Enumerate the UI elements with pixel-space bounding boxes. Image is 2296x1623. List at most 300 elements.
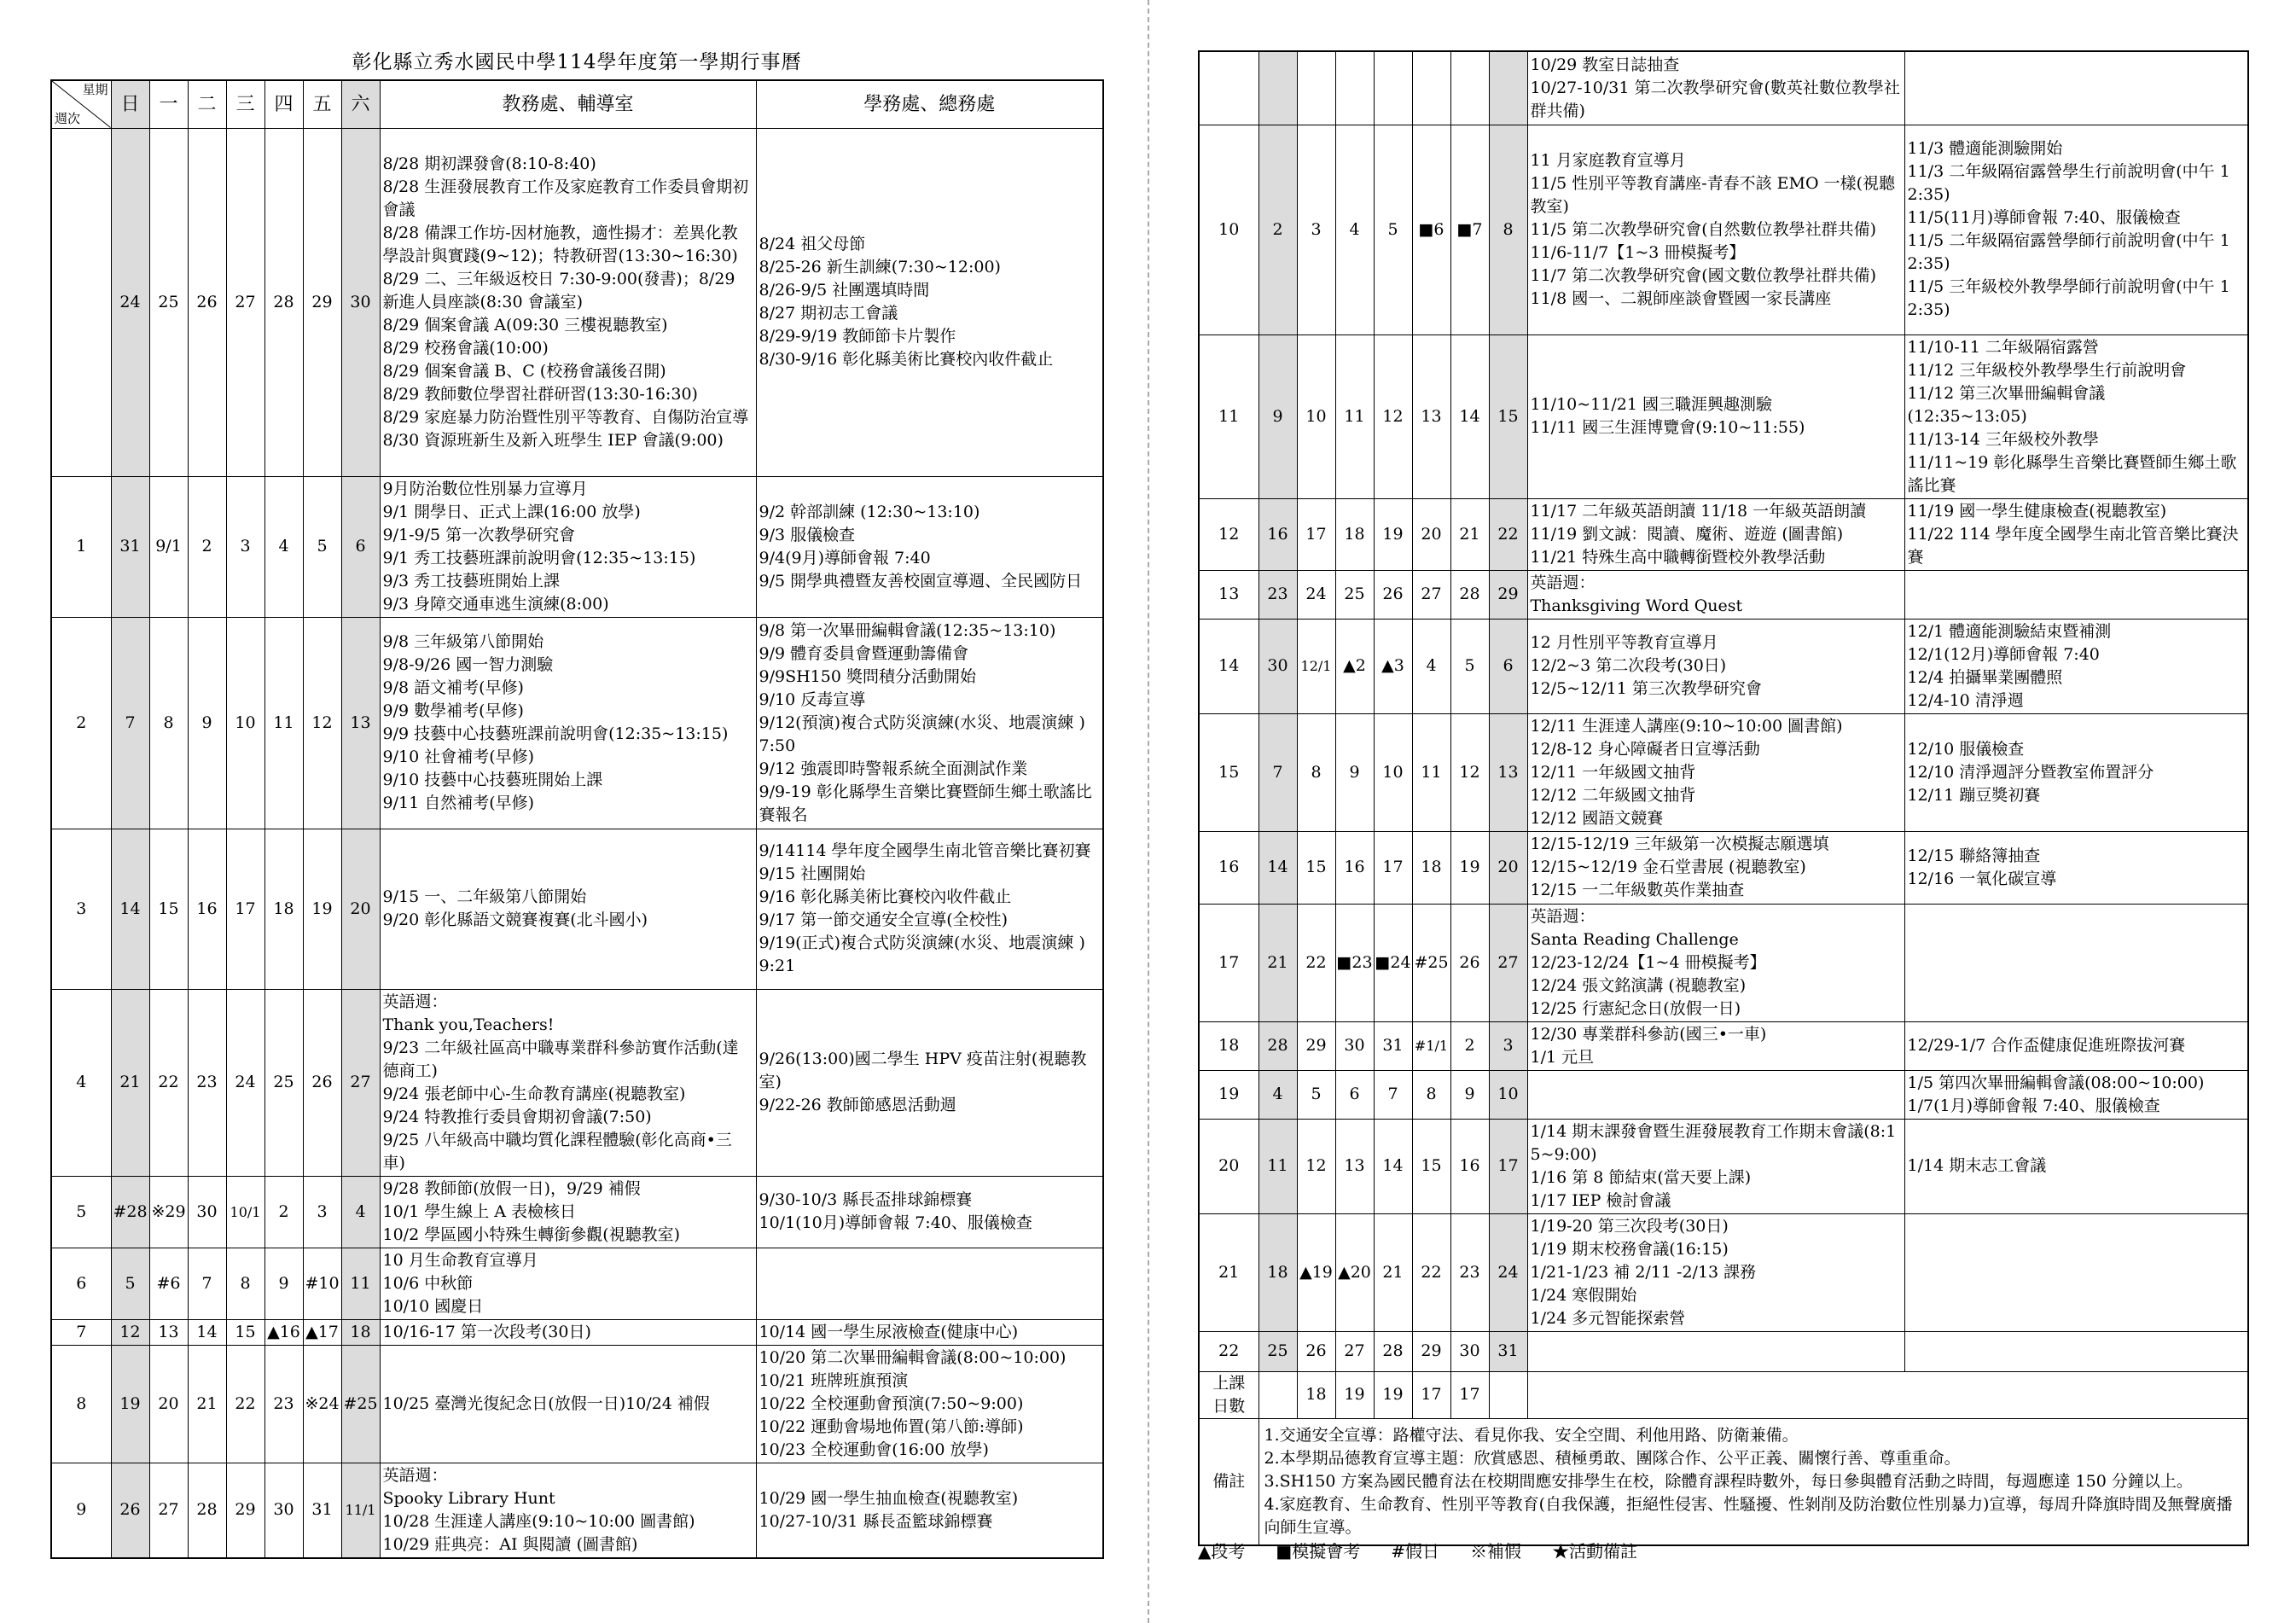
- day-cell-thu: 23: [264, 1345, 303, 1463]
- remarks-label: 備註: [1199, 1418, 1258, 1545]
- day-cell-fri: 23: [1450, 1213, 1489, 1331]
- day-cell-wed: 17: [1374, 831, 1412, 904]
- day-cell-tue: 16: [188, 829, 226, 989]
- day-cell-wed: 10/1: [226, 1176, 264, 1248]
- academic-events: 9/28 教師節(放假一日)，9/29 補假 10/1 學生線上 A 表檢核日 10/2 學區國小特殊生轉銜參觀(視聽教室): [380, 1176, 756, 1248]
- day-cell-fri: 2: [1450, 1021, 1489, 1070]
- week-number: 1: [51, 476, 111, 617]
- header-day-mon: 一: [149, 80, 188, 128]
- academic-events: 12/30 專業群科參訪(國三•一車) 1/1 元旦: [1527, 1021, 1904, 1070]
- student-events: [1904, 1331, 2248, 1371]
- student-events: 10/29 國一學生抽血檢查(視聽教室) 10/27-10/31 縣長盃籃球錦標賽: [756, 1463, 1103, 1558]
- day-cell-sun: 24: [111, 128, 149, 476]
- day-cell-tue: 18: [1335, 498, 1374, 570]
- header-row: [51, 80, 1103, 128]
- day-cell-sun: 14: [1258, 831, 1297, 904]
- school-days-count: [1489, 1371, 1527, 1418]
- academic-events: 12 月性別平等教育宣導月 12/2~3 第二次段考(30日) 12/5~12/11 第三次教學研究會: [1527, 619, 1904, 713]
- remarks-content: [1258, 1418, 2248, 1545]
- week-number: 6: [51, 1248, 111, 1319]
- day-cell-sat: 20: [341, 829, 380, 989]
- day-cell-thu: 13: [1412, 334, 1450, 498]
- legend-exam: ▲段考: [1198, 1541, 1246, 1562]
- student-events: 12/1 體適能測驗結束暨補測 12/1(12月)導師會報 7:40 12/4 拍攝畢業團體照 12/4-10 清淨週: [1904, 619, 2248, 713]
- day-cell-thu: 2: [264, 1176, 303, 1248]
- day-cell-wed: 19: [1374, 498, 1412, 570]
- day-cell-wed: 21: [1374, 1213, 1412, 1331]
- day-cell-sun: 28: [1258, 1021, 1297, 1070]
- day-cell-tue: 28: [188, 1463, 226, 1558]
- day-cell-sat: 29: [1489, 570, 1527, 619]
- day-cell-tue: 9: [1335, 713, 1374, 831]
- day-cell-sun: 21: [111, 989, 149, 1176]
- day-cell-sat: 17: [1489, 1119, 1527, 1213]
- day-cell-fri: 30: [1450, 1331, 1489, 1371]
- academic-events: 英語週： Thanksgiving Word Quest: [1527, 570, 1904, 619]
- day-cell-sat: #25: [341, 1345, 380, 1463]
- student-events: 11/10-11 二年級隔宿露營 11/12 三年級校外教學學生行前說明會 11/12 第三次畢冊編輯會議 (12:35~13:05) 11/13-14 三年級校外教學 11/11~19 彰化縣學生音樂比賽暨師生鄉土歌謠比賽: [1904, 334, 2248, 498]
- day-cell-wed: 24: [226, 989, 264, 1176]
- student-events: 9/26(13:00)國二學生 HPV 疫苗注射(視聽教室) 9/22-26 教師節感恩活動週: [756, 989, 1103, 1176]
- week-number: 18: [1199, 1021, 1258, 1070]
- day-cell-tue: 23: [188, 989, 226, 1176]
- day-cell-mon: #6: [149, 1248, 188, 1319]
- day-cell-tue: 16: [1335, 831, 1374, 904]
- day-cell-tue: 7: [188, 1248, 226, 1319]
- day-cell-fri: 21: [1450, 498, 1489, 570]
- week-number: 22: [1199, 1331, 1258, 1371]
- day-cell-tue: 21: [188, 1345, 226, 1463]
- academic-events: 11/17 二年級英語朗讀 11/18 一年級英語朗讀 11/19 劉文誠：閱讀、魔術、遊遊 (圖書館) 11/21 特殊生高中職轉銜暨校外教學活動: [1527, 498, 1904, 570]
- day-cell-sun: 14: [111, 829, 149, 989]
- day-cell-tue: 27: [1335, 1331, 1374, 1371]
- day-cell-sun: 7: [1258, 713, 1297, 831]
- legend-makeup: ※補假: [1470, 1541, 1522, 1562]
- day-cell-sat: 18: [341, 1319, 380, 1345]
- header-academic-col: 教務處、輔導室: [380, 80, 756, 128]
- day-cell-thu: 15: [1412, 1119, 1450, 1213]
- header-day-fri: 五: [303, 80, 341, 128]
- day-cell-fri: 9: [1450, 1070, 1489, 1119]
- student-events: [756, 1248, 1103, 1319]
- school-days-count: 19: [1335, 1371, 1374, 1418]
- week-row: [51, 476, 1103, 617]
- week-row: [1199, 570, 2248, 619]
- day-cell-tue: ■23: [1335, 904, 1374, 1021]
- day-cell-wed: 8: [226, 1248, 264, 1319]
- day-cell-sat: 15: [1489, 334, 1527, 498]
- week-row: [51, 1345, 1103, 1463]
- day-cell-sun: 5: [111, 1248, 149, 1319]
- week-row: [1199, 498, 2248, 570]
- week-row: [1199, 904, 2248, 1021]
- week-number: 8: [51, 1345, 111, 1463]
- day-cell-tue: 11: [1335, 334, 1374, 498]
- day-cell-fri: 29: [303, 128, 341, 476]
- day-cell-thu: 8: [1412, 1070, 1450, 1119]
- day-cell-sat: 24: [1489, 1213, 1527, 1331]
- day-cell-wed: 12: [1374, 334, 1412, 498]
- day-cell-wed: 10: [1374, 713, 1412, 831]
- week-number: 15: [1199, 713, 1258, 831]
- student-events: 12/15 聯絡簿抽查 12/16 一氧化碳宣導: [1904, 831, 2248, 904]
- day-cell-sun: 26: [111, 1463, 149, 1558]
- day-cell-fri: #10: [303, 1248, 341, 1319]
- day-cell-thu: ■6: [1412, 125, 1450, 334]
- week-number: 13: [1199, 570, 1258, 619]
- day-cell-sun: 31: [111, 476, 149, 617]
- academic-events: [1527, 1070, 1904, 1119]
- day-cell-fri: ■7: [1450, 125, 1489, 334]
- header-day-wed: 三: [226, 80, 264, 128]
- week-row: [1199, 125, 2248, 334]
- week-number: 11: [1199, 334, 1258, 498]
- week-row: [51, 1319, 1103, 1345]
- day-cell-sat: 22: [1489, 498, 1527, 570]
- day-cell-tue: [1335, 51, 1374, 125]
- day-cell-fri: ▲17: [303, 1319, 341, 1345]
- day-cell-mon: 27: [149, 1463, 188, 1558]
- week-row: [1199, 1331, 2248, 1371]
- day-cell-sun: 19: [111, 1345, 149, 1463]
- day-cell-fri: 12: [303, 617, 341, 829]
- day-cell-thu: 28: [264, 128, 303, 476]
- week-row: [1199, 1021, 2248, 1070]
- day-cell-thu: 22: [1412, 1213, 1450, 1331]
- day-cell-tue: 6: [1335, 1070, 1374, 1119]
- school-days-label: 上課 日數: [1199, 1371, 1258, 1418]
- header-student-col: 學務處、總務處: [756, 80, 1103, 128]
- day-cell-mon: 8: [149, 617, 188, 829]
- academic-events: 10/29 教室日誌抽查 10/27-10/31 第二次教學研究會(數英社數位教學社群共備): [1527, 51, 1904, 125]
- legend-mock-exam: ■模擬會考: [1276, 1541, 1361, 1562]
- header-day-tue: 二: [188, 80, 226, 128]
- day-cell-fri: 16: [1450, 1119, 1489, 1213]
- day-cell-wed: 10: [226, 617, 264, 829]
- academic-events: 9/8 三年級第八節開始 9/8-9/26 國一智力測驗 9/8 語文補考(早修) 9/9 數學補考(早修) 9/9 技藝中心技藝班課前說明會(12:35~13:15) 9/10 社會補考(早修) 9/10 技藝中心技藝班開始上課 9/11 自然補考(早修): [380, 617, 756, 829]
- day-cell-mon: 15: [1297, 831, 1335, 904]
- day-cell-mon: 13: [149, 1319, 188, 1345]
- day-cell-mon: 3: [1297, 125, 1335, 334]
- student-events: 1/14 期末志工會議: [1904, 1119, 2248, 1213]
- week-row: [51, 1176, 1103, 1248]
- week-row: [1199, 1213, 2248, 1331]
- week-number: [1199, 51, 1258, 125]
- day-cell-mon: 17: [1297, 498, 1335, 570]
- remark-item: 2.本學期品德教育宣導主題：欣賞感恩、積極勇敢、團隊合作、公平正義、關懷行善、尊重重命。: [1264, 1448, 1961, 1468]
- student-events: [1904, 1213, 2248, 1331]
- day-cell-sat: 6: [1489, 619, 1527, 713]
- week-row: [1199, 1119, 2248, 1213]
- day-cell-wed: 26: [1374, 570, 1412, 619]
- day-cell-thu: 29: [1412, 1331, 1450, 1371]
- week-number: 3: [51, 829, 111, 989]
- day-cell-sat: [1489, 51, 1527, 125]
- day-cell-fri: 12: [1450, 713, 1489, 831]
- school-days-count: [1258, 1371, 1297, 1418]
- week-number: 12: [1199, 498, 1258, 570]
- day-cell-sat: 3: [1489, 1021, 1527, 1070]
- academic-events: 12/11 生涯達人講座(9:10~10:00 圖書館) 12/8-12 身心障礙者日宣導活動 12/11 一年級國文抽背 12/12 二年級國文抽背 12/12 國語文競賽: [1527, 713, 1904, 831]
- day-cell-sat: 30: [341, 128, 380, 476]
- day-cell-fri: ※24: [303, 1345, 341, 1463]
- day-cell-sat: 11/1: [341, 1463, 380, 1558]
- academic-events: [1527, 1331, 1904, 1371]
- day-cell-thu: 9: [264, 1248, 303, 1319]
- day-cell-wed: 31: [1374, 1021, 1412, 1070]
- day-cell-fri: [1450, 51, 1489, 125]
- student-events: 11/19 國一學生健康檢查(視聽教室) 11/22 114 學年度全國學生南北管音樂比賽決賽: [1904, 498, 2248, 570]
- day-cell-tue: ▲20: [1335, 1213, 1374, 1331]
- day-cell-thu: 11: [1412, 713, 1450, 831]
- day-cell-sun: 18: [1258, 1213, 1297, 1331]
- school-days-count: 19: [1374, 1371, 1412, 1418]
- remark-item: 1.交通安全宣導：路權守法、看見你我、安全空間、利他用路、防衛兼備。: [1264, 1425, 1799, 1445]
- academic-events: 11 月家庭教育宣導月 11/5 性別平等教育講座-青春不該 EMO 一樣(視聽教室) 11/5 第二次教學研究會(自然數位教學社群共備) 11/6-11/7【1~3 冊模擬考】 11/7 第二次教學研究會(國文數位教學社群共備) 11/8 國一、二親師座談會暨國一家長講座: [1527, 125, 1904, 334]
- day-cell-sun: 7: [111, 617, 149, 829]
- week-row: [1199, 51, 2248, 125]
- day-cell-mon: 9/1: [149, 476, 188, 617]
- day-cell-thu: 11: [264, 617, 303, 829]
- academic-events: 8/28 期初課發會(8:10-8:40) 8/28 生涯發展教育工作及家庭教育工作委員會期初會議 8/28 備課工作坊-因材施教，適性揚才：差異化教學設計與實踐(9~12)；特教研習(13:30~16:30) 8/29 二、三年級返校日 7:30-9:00(發書)；8/29 新進人員座談(8:30 會議室) 8/29 個案會議 A(09:30 三樓視聽教室) 8/29 校務會議(10:00) 8/29 個案會議 B、C (校務會議後召開) 8/29 教師數位學習社群研習(13:30-16:30) 8/29 家庭暴力防治暨性別平等教育、自傷防治宣導 8/30 資源班新生及新入班學生 IEP 會議(9:00): [380, 128, 756, 476]
- day-cell-thu: [1412, 51, 1450, 125]
- day-cell-wed: 3: [226, 476, 264, 617]
- week-row: [1199, 619, 2248, 713]
- week-number: 4: [51, 989, 111, 1176]
- day-cell-mon: [1297, 51, 1335, 125]
- day-cell-sun: 4: [1258, 1070, 1297, 1119]
- student-events: 10/14 國一學生尿液檢查(健康中心): [756, 1319, 1103, 1345]
- week-number: [51, 128, 111, 476]
- day-cell-fri: 28: [1450, 570, 1489, 619]
- week-number: 5: [51, 1176, 111, 1248]
- day-cell-sun: 23: [1258, 570, 1297, 619]
- day-cell-tue: 30: [1335, 1021, 1374, 1070]
- day-cell-tue: 9: [188, 617, 226, 829]
- student-events: 12/29-1/7 合作盃健康促進班際拔河賽: [1904, 1021, 2248, 1070]
- day-cell-fri: 31: [303, 1463, 341, 1558]
- day-cell-thu: 4: [1412, 619, 1450, 713]
- academic-events: 1/19-20 第三次段考(30日) 1/19 期末校務會議(16:15) 1/21-1/23 補 2/11 -2/13 課務 1/24 寒假開始 1/24 多元智能探索營: [1527, 1213, 1904, 1331]
- day-cell-tue: 13: [1335, 1119, 1374, 1213]
- day-cell-sun: 25: [1258, 1331, 1297, 1371]
- day-cell-mon: 22: [1297, 904, 1335, 1021]
- day-cell-sat: 27: [1489, 904, 1527, 1021]
- day-cell-fri: 5: [1450, 619, 1489, 713]
- day-cell-thu: 30: [264, 1463, 303, 1558]
- week-number: 16: [1199, 831, 1258, 904]
- school-days-count: 17: [1450, 1371, 1489, 1418]
- day-cell-thu: 18: [264, 829, 303, 989]
- week-number: 7: [51, 1319, 111, 1345]
- academic-events: 英語週： Spooky Library Hunt 10/28 生涯達人講座(9:10~10:00 圖書館) 10/29 莊典亮：AI 與閱讀 (圖書館): [380, 1463, 756, 1558]
- week-row: [51, 829, 1103, 989]
- student-events: 9/30-10/3 縣長盃排球錦標賽 10/1(10月)導師會報 7:40、服儀檢查: [756, 1176, 1103, 1248]
- day-cell-sat: 20: [1489, 831, 1527, 904]
- day-cell-wed: 15: [226, 1319, 264, 1345]
- student-events: 11/3 體適能測驗開始 11/3 二年級隔宿露營學生行前說明會(中午 12:35) 11/5(11月)導師會報 7:40、服儀檢查 11/5 二年級隔宿露營學師行前說明會(中午 12:35) 11/5 三年級校外教學學師行前說明會(中午 12:35): [1904, 125, 2248, 334]
- day-cell-sun: 30: [1258, 619, 1297, 713]
- day-cell-wed: 5: [1374, 125, 1412, 334]
- remark-item: 4.家庭教育、生命教育、性別平等教育(自我保護，拒絕性侵害、性騷擾、性剝削及防治數位性別暴力)宣導，每周升降旗時間及無聲廣播向師生宣導。: [1264, 1494, 2233, 1537]
- day-cell-mon: 12: [1297, 1119, 1335, 1213]
- day-cell-mon: 10: [1297, 334, 1335, 498]
- academic-events: 英語週： Thank you,Teachers! 9/23 二年級社區高中職專業群科參訪實作活動(達德商工) 9/24 張老師中心-生命教育講座(視聽教室) 9/24 特教推行委員會期初會議(7:50) 9/25 八年級高中職均質化課程體驗(彰化高商•三車): [380, 989, 756, 1176]
- day-cell-sat: 31: [1489, 1331, 1527, 1371]
- school-days-blank: [1527, 1371, 2248, 1418]
- day-cell-tue: 26: [188, 128, 226, 476]
- student-events: 8/24 祖父母節 8/25-26 新生訓練(7:30~12:00) 8/26-9/5 社團選填時間 8/27 期初志工會議 8/29-9/19 教師節卡片製作 8/30-9/16 彰化縣美術比賽校內收件截止: [756, 128, 1103, 476]
- day-cell-thu: #1/1: [1412, 1021, 1450, 1070]
- day-cell-fri: 19: [1450, 831, 1489, 904]
- corner-weekday-label: 星期: [82, 82, 108, 97]
- day-cell-sat: 10: [1489, 1070, 1527, 1119]
- day-cell-mon: 5: [1297, 1070, 1335, 1119]
- corner-week-label: 週次: [55, 110, 81, 126]
- academic-events: 1/14 期末課發會暨生涯發展教育工作期末會議(8:15~9:00) 1/16 第 8 節結束(當天要上課) 1/17 IEP 檢討會議: [1527, 1119, 1904, 1213]
- day-cell-sat: 27: [341, 989, 380, 1176]
- academic-events: 10/25 臺灣光復紀念日(放假一日)10/24 補假: [380, 1345, 756, 1463]
- student-events: 1/5 第四次畢冊編輯會議(08:00~10:00) 1/7(1月)導師會報 7:40、服儀檢查: [1904, 1070, 2248, 1119]
- day-cell-wed: 27: [226, 128, 264, 476]
- day-cell-sun: #28: [111, 1176, 149, 1248]
- day-cell-mon: ※29: [149, 1176, 188, 1248]
- day-cell-mon: 12/1: [1297, 619, 1335, 713]
- right-calendar-table: [1198, 50, 2249, 1546]
- day-cell-wed: 22: [226, 1345, 264, 1463]
- day-cell-sat: 13: [341, 617, 380, 829]
- day-cell-sat: 11: [341, 1248, 380, 1319]
- day-cell-mon: 22: [149, 989, 188, 1176]
- day-cell-tue: 30: [188, 1176, 226, 1248]
- student-events: 10/20 第二次畢冊編輯會議(8:00~10:00) 10/21 班牌班旗預演 10/22 全校運動會預演(7:50~9:00) 10/22 運動會場地佈置(第八節:導師) 10/23 全校運動會(16:00 放學): [756, 1345, 1103, 1463]
- day-cell-sun: 9: [1258, 334, 1297, 498]
- school-days-row: [1199, 1371, 2248, 1418]
- day-cell-mon: 15: [149, 829, 188, 989]
- day-cell-mon: 25: [149, 128, 188, 476]
- student-events: [1904, 51, 2248, 125]
- school-days-count: 17: [1412, 1371, 1450, 1418]
- remark-item: 3.SH150 方案為國民體育法在校期間應安排學生在校，除體育課程時數外，每日參與體育活動之時間，每週應達 150 分鐘以上。: [1264, 1471, 2193, 1491]
- week-row: [51, 1248, 1103, 1319]
- week-number: 10: [1199, 125, 1258, 334]
- academic-events: 11/10~11/21 國三職涯興趣測驗 11/11 國三生涯博覽會(9:10~11:55): [1527, 334, 1904, 498]
- header-corner: [51, 80, 111, 128]
- legend-activity: ★活動備註: [1552, 1541, 1638, 1562]
- day-cell-thu: ▲16: [264, 1319, 303, 1345]
- week-number: 14: [1199, 619, 1258, 713]
- day-cell-wed: ■24: [1374, 904, 1412, 1021]
- day-cell-tue: 14: [188, 1319, 226, 1345]
- day-cell-sun: 16: [1258, 498, 1297, 570]
- day-cell-sat: 13: [1489, 713, 1527, 831]
- day-cell-mon: 29: [1297, 1021, 1335, 1070]
- header-day-sun: 日: [111, 80, 149, 128]
- week-number: 9: [51, 1463, 111, 1558]
- academic-events: 12/15-12/19 三年級第一次模擬志願選填 12/15~12/19 金石堂書展 (視聽教室) 12/15 一二年級數英作業抽查: [1527, 831, 1904, 904]
- day-cell-fri: 14: [1450, 334, 1489, 498]
- header-day-thu: 四: [264, 80, 303, 128]
- day-cell-mon: 20: [149, 1345, 188, 1463]
- day-cell-wed: ▲3: [1374, 619, 1412, 713]
- day-cell-wed: 14: [1374, 1119, 1412, 1213]
- day-cell-wed: 28: [1374, 1331, 1412, 1371]
- academic-events: 10 月生命教育宣導月 10/6 中秋節 10/10 國慶日: [380, 1248, 756, 1319]
- day-cell-sun: 11: [1258, 1119, 1297, 1213]
- day-cell-tue: 4: [1335, 125, 1374, 334]
- header-day-sat: 六: [341, 80, 380, 128]
- week-number: 20: [1199, 1119, 1258, 1213]
- day-cell-mon: ▲19: [1297, 1213, 1335, 1331]
- week-row: [51, 128, 1103, 476]
- academic-events: 英語週： Santa Reading Challenge 12/23-12/24【1~4 冊模擬考】 12/24 張文銘演講 (視聽教室) 12/25 行憲紀念日(放假一日): [1527, 904, 1904, 1021]
- day-cell-wed: 29: [226, 1463, 264, 1558]
- day-cell-thu: 25: [264, 989, 303, 1176]
- student-events: [1904, 570, 2248, 619]
- day-cell-fri: 19: [303, 829, 341, 989]
- week-row: [51, 989, 1103, 1176]
- legend: [1198, 1538, 1663, 1562]
- day-cell-fri: 5: [303, 476, 341, 617]
- day-cell-mon: 24: [1297, 570, 1335, 619]
- student-events: 12/10 服儀檢查 12/10 清淨週評分暨教室佈置評分 12/11 蹦豆獎初賽: [1904, 713, 2248, 831]
- day-cell-wed: 7: [1374, 1070, 1412, 1119]
- day-cell-sun: 2: [1258, 125, 1297, 334]
- day-cell-sat: 4: [341, 1176, 380, 1248]
- day-cell-thu: 18: [1412, 831, 1450, 904]
- page-divider: [1148, 0, 1149, 1623]
- day-cell-fri: 3: [303, 1176, 341, 1248]
- day-cell-fri: 26: [303, 989, 341, 1176]
- day-cell-sun: 21: [1258, 904, 1297, 1021]
- left-calendar-table: [50, 79, 1104, 1559]
- week-number: 2: [51, 617, 111, 829]
- day-cell-sun: 12: [111, 1319, 149, 1345]
- week-row: [1199, 713, 2248, 831]
- day-cell-sat: 8: [1489, 125, 1527, 334]
- week-row: [1199, 1070, 2248, 1119]
- day-cell-tue: ▲2: [1335, 619, 1374, 713]
- day-cell-thu: 27: [1412, 570, 1450, 619]
- day-cell-thu: 20: [1412, 498, 1450, 570]
- week-number: 19: [1199, 1070, 1258, 1119]
- day-cell-fri: 26: [1450, 904, 1489, 1021]
- day-cell-thu: 4: [264, 476, 303, 617]
- week-number: 17: [1199, 904, 1258, 1021]
- day-cell-thu: #25: [1412, 904, 1450, 1021]
- academic-events: 9月防治數位性別暴力宣導月 9/1 開學日、正式上課(16:00 放學) 9/1-9/5 第一次教學研究會 9/1 秀工技藝班課前說明會(12:35~13:15) 9/3 秀工技藝班開始上課 9/3 身障交通車逃生演練(8:00): [380, 476, 756, 617]
- week-row: [1199, 831, 2248, 904]
- student-events: [1904, 904, 2248, 1021]
- academic-events: 9/15 一、二年級第八節開始 9/20 彰化縣語文競賽複賽(北斗國小): [380, 829, 756, 989]
- student-events: 9/14114 學年度全國學生南北管音樂比賽初賽 9/15 社團開始 9/16 彰化縣美術比賽校內收件截止 9/17 第一節交通安全宣導(全校性) 9/19(正式)複合式防災演練(水災、地震演練 )9:21: [756, 829, 1103, 989]
- student-events: 9/2 幹部訓練 (12:30~13:10) 9/3 服儀檢查 9/4(9月)導師會報 7:40 9/5 開學典禮暨友善校園宣導週、全民國防日: [756, 476, 1103, 617]
- day-cell-wed: 17: [226, 829, 264, 989]
- day-cell-mon: 8: [1297, 713, 1335, 831]
- day-cell-sun: [1258, 51, 1297, 125]
- student-events: 9/8 第一次畢冊編輯會議(12:35~13:10) 9/9 體育委員會暨運動籌備會 9/9SH150 獎問積分活動開始 9/10 反毒宣導 9/12(預演)複合式防災演練(水災、地震演練 )7:50 9/12 強震即時警報系統全面測試作業 9/9-19 彰化縣學生音樂比賽暨師生鄉土歌謠比賽報名: [756, 617, 1103, 829]
- week-row: [51, 1463, 1103, 1558]
- day-cell-wed: [1374, 51, 1412, 125]
- week-row: [1199, 334, 2248, 498]
- week-number: 21: [1199, 1213, 1258, 1331]
- legend-holiday: #假日: [1391, 1541, 1440, 1562]
- week-row: [51, 617, 1103, 829]
- day-cell-sat: 6: [341, 476, 380, 617]
- day-cell-mon: 26: [1297, 1331, 1335, 1371]
- day-cell-tue: 25: [1335, 570, 1374, 619]
- calendar-title: 彰化縣立秀水國民中學114學年度第一學期行事曆: [352, 51, 802, 73]
